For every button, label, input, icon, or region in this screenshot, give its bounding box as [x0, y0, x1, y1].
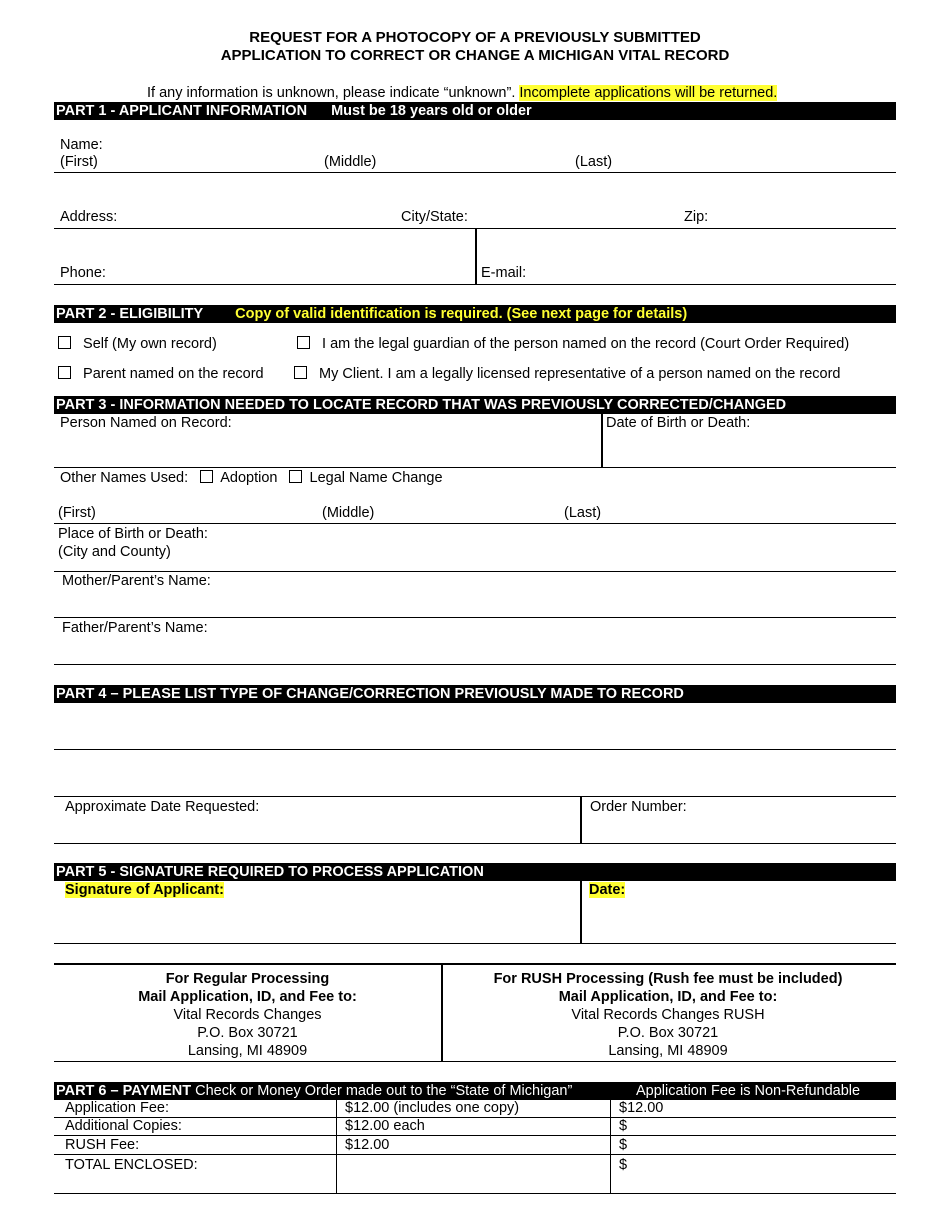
part6-heading-note: Check or Money Order made out to the “State of Michigan”	[195, 1083, 573, 1099]
name-label: Name:	[60, 137, 103, 153]
mailing-bottom-line	[54, 1061, 896, 1062]
city-county-label: (City and County)	[58, 544, 171, 560]
legal-name-change-label: Legal Name Change	[309, 470, 443, 486]
part6-heading-right: Application Fee is Non-Refundable	[636, 1083, 861, 1099]
eligibility-client[interactable]	[294, 366, 841, 382]
parent-checkbox[interactable]	[58, 366, 71, 379]
rush-address-city: Lansing, MI 48909	[608, 1043, 728, 1059]
part4-heading-bar	[54, 685, 896, 703]
payment-row-3-rate: $12.00	[345, 1137, 390, 1153]
guardian-checkbox[interactable]	[297, 336, 310, 349]
guardian-label: I am the legal guardian of the person named on the record (Court Order Required)	[322, 336, 850, 352]
parent-label: Parent named on the record	[83, 366, 264, 382]
part2-heading-bar	[54, 305, 896, 323]
part5-heading-bar	[54, 863, 896, 881]
other-last-label: (Last)	[564, 505, 602, 521]
part5-heading: PART 5 - SIGNATURE REQUIRED TO PROCESS APPLICATION	[56, 864, 484, 880]
part3-heading: PART 3 - INFORMATION NEEDED TO LOCATE RECORD THAT WAS PREVIOUSLY CORRECTED/CHANGED	[56, 397, 787, 413]
signature-field-line[interactable]	[54, 943, 896, 944]
eligibility-parent[interactable]	[58, 366, 264, 382]
date-label: Date:	[589, 882, 626, 898]
self-label: Self (My own record)	[83, 336, 217, 352]
part1-heading-bar	[54, 102, 896, 120]
payment-row-2-label: Additional Copies:	[65, 1118, 182, 1134]
regular-heading: For Regular Processing	[165, 971, 330, 987]
payment-row-line-3	[54, 1154, 896, 1155]
form-title-line1: REQUEST FOR A PHOTOCOPY OF A PREVIOUSLY SUBMITTED	[249, 29, 701, 46]
instruction-text	[147, 85, 777, 101]
date-order-divider	[580, 797, 582, 843]
father-name-label: Father/Parent’s Name:	[62, 620, 208, 636]
person-field-line[interactable]	[54, 467, 896, 468]
payment-row-1-amount[interactable]: $12.00	[619, 1100, 664, 1116]
regular-address-city: Lansing, MI 48909	[187, 1043, 308, 1059]
city-state-label: City/State:	[401, 209, 468, 225]
rush-heading: For RUSH Processing (Rush fee must be included)	[493, 971, 843, 987]
instruction-main: If any information is unknown, please indicate “unknown”.	[147, 85, 516, 101]
payment-bottom-line	[54, 1193, 896, 1194]
part4-heading: PART 4 – PLEASE LIST TYPE OF CHANGE/CORRECTION PREVIOUSLY MADE TO RECORD	[56, 686, 684, 702]
person-dob-divider	[601, 414, 603, 467]
regular-address-name: Vital Records Changes	[173, 1007, 322, 1023]
regular-subheading: Mail Application, ID, and Fee to:	[138, 989, 357, 1005]
part1-note: Must be 18 years old or older	[331, 103, 532, 119]
phone-email-field-line[interactable]	[54, 284, 896, 285]
last-name-label: (Last)	[575, 154, 613, 170]
regular-processing-block	[54, 970, 441, 1060]
eligibility-self[interactable]	[58, 336, 217, 352]
payment-row-3-amount[interactable]: $	[619, 1137, 628, 1153]
mother-field-line[interactable]	[54, 617, 896, 618]
payment-row-4-amount[interactable]: $	[619, 1157, 628, 1173]
phone-email-divider	[475, 229, 477, 285]
dob-death-label: Date of Birth or Death:	[606, 415, 751, 431]
eligibility-guardian[interactable]	[297, 336, 849, 352]
client-checkbox[interactable]	[294, 366, 307, 379]
payment-row-4-label: TOTAL ENCLOSED:	[65, 1157, 198, 1173]
other-first-label: (First)	[58, 505, 96, 521]
self-checkbox[interactable]	[58, 336, 71, 349]
adoption-label: Adoption	[220, 470, 278, 486]
payment-row-2-rate: $12.00 each	[345, 1118, 425, 1134]
form-title-line2: APPLICATION TO CORRECT OR CHANGE A MICHIGAN VITAL RECORD	[220, 47, 730, 64]
first-name-label: (First)	[60, 154, 98, 170]
change-type-field-line[interactable]	[54, 749, 896, 750]
part6-heading-bar	[54, 1082, 896, 1100]
name-field-line[interactable]	[54, 172, 896, 173]
instruction-highlight: Incomplete applications will be returned.	[519, 85, 778, 101]
other-names-row	[60, 470, 443, 486]
adoption-checkbox[interactable]	[200, 470, 213, 483]
rush-address-name: Vital Records Changes RUSH	[571, 1007, 765, 1023]
place-birth-label: Place of Birth or Death:	[58, 526, 208, 542]
regular-address-box: P.O. Box 30721	[197, 1025, 298, 1041]
mother-name-label: Mother/Parent’s Name:	[62, 573, 211, 589]
payment-row-2-amount[interactable]: $	[619, 1118, 628, 1134]
address-label: Address:	[60, 209, 118, 225]
phone-label: Phone:	[60, 265, 106, 281]
payment-row-1-label: Application Fee:	[65, 1100, 169, 1116]
part2-heading: PART 2 - ELIGIBILITY	[56, 306, 204, 322]
payment-row-1-rate: $12.00 (includes one copy)	[345, 1100, 520, 1116]
place-field-line[interactable]	[54, 571, 896, 572]
payment-row-3-label: RUSH Fee:	[65, 1137, 140, 1153]
part1-heading: PART 1 - APPLICANT INFORMATION	[56, 103, 308, 119]
approx-date-label: Approximate Date Requested:	[65, 799, 260, 815]
middle-name-label: (Middle)	[324, 154, 377, 170]
zip-label: Zip:	[684, 209, 709, 225]
date-order-field-line[interactable]	[54, 843, 896, 844]
payment-col-divider-1	[336, 1100, 337, 1193]
client-label: My Client. I am a legally licensed representative of a person named on the record	[319, 366, 841, 382]
rush-processing-block	[443, 970, 893, 1060]
father-field-line[interactable]	[54, 664, 896, 665]
email-label: E-mail:	[481, 265, 527, 281]
part2-note: Copy of valid identification is required. (See next page for details)	[235, 306, 688, 322]
legal-name-change-checkbox[interactable]	[289, 470, 302, 483]
rush-address-box: P.O. Box 30721	[617, 1025, 719, 1041]
order-number-label: Order Number:	[590, 799, 687, 815]
person-named-label: Person Named on Record:	[60, 415, 232, 431]
change-type-field-line-2[interactable]	[54, 796, 896, 797]
part6-heading: PART 6 – PAYMENT	[56, 1083, 192, 1099]
rush-subheading: Mail Application, ID, and Fee to:	[558, 989, 778, 1005]
other-middle-label: (Middle)	[322, 505, 375, 521]
mailing-top-line	[54, 963, 896, 965]
other-names-field-line[interactable]	[54, 523, 896, 524]
signature-date-divider	[580, 881, 582, 943]
other-names-label: Other Names Used:	[60, 470, 189, 486]
part3-heading-bar	[54, 396, 896, 414]
payment-row-line-2	[54, 1135, 896, 1136]
signature-label: Signature of Applicant:	[65, 882, 224, 898]
payment-col-divider-2	[610, 1100, 611, 1193]
